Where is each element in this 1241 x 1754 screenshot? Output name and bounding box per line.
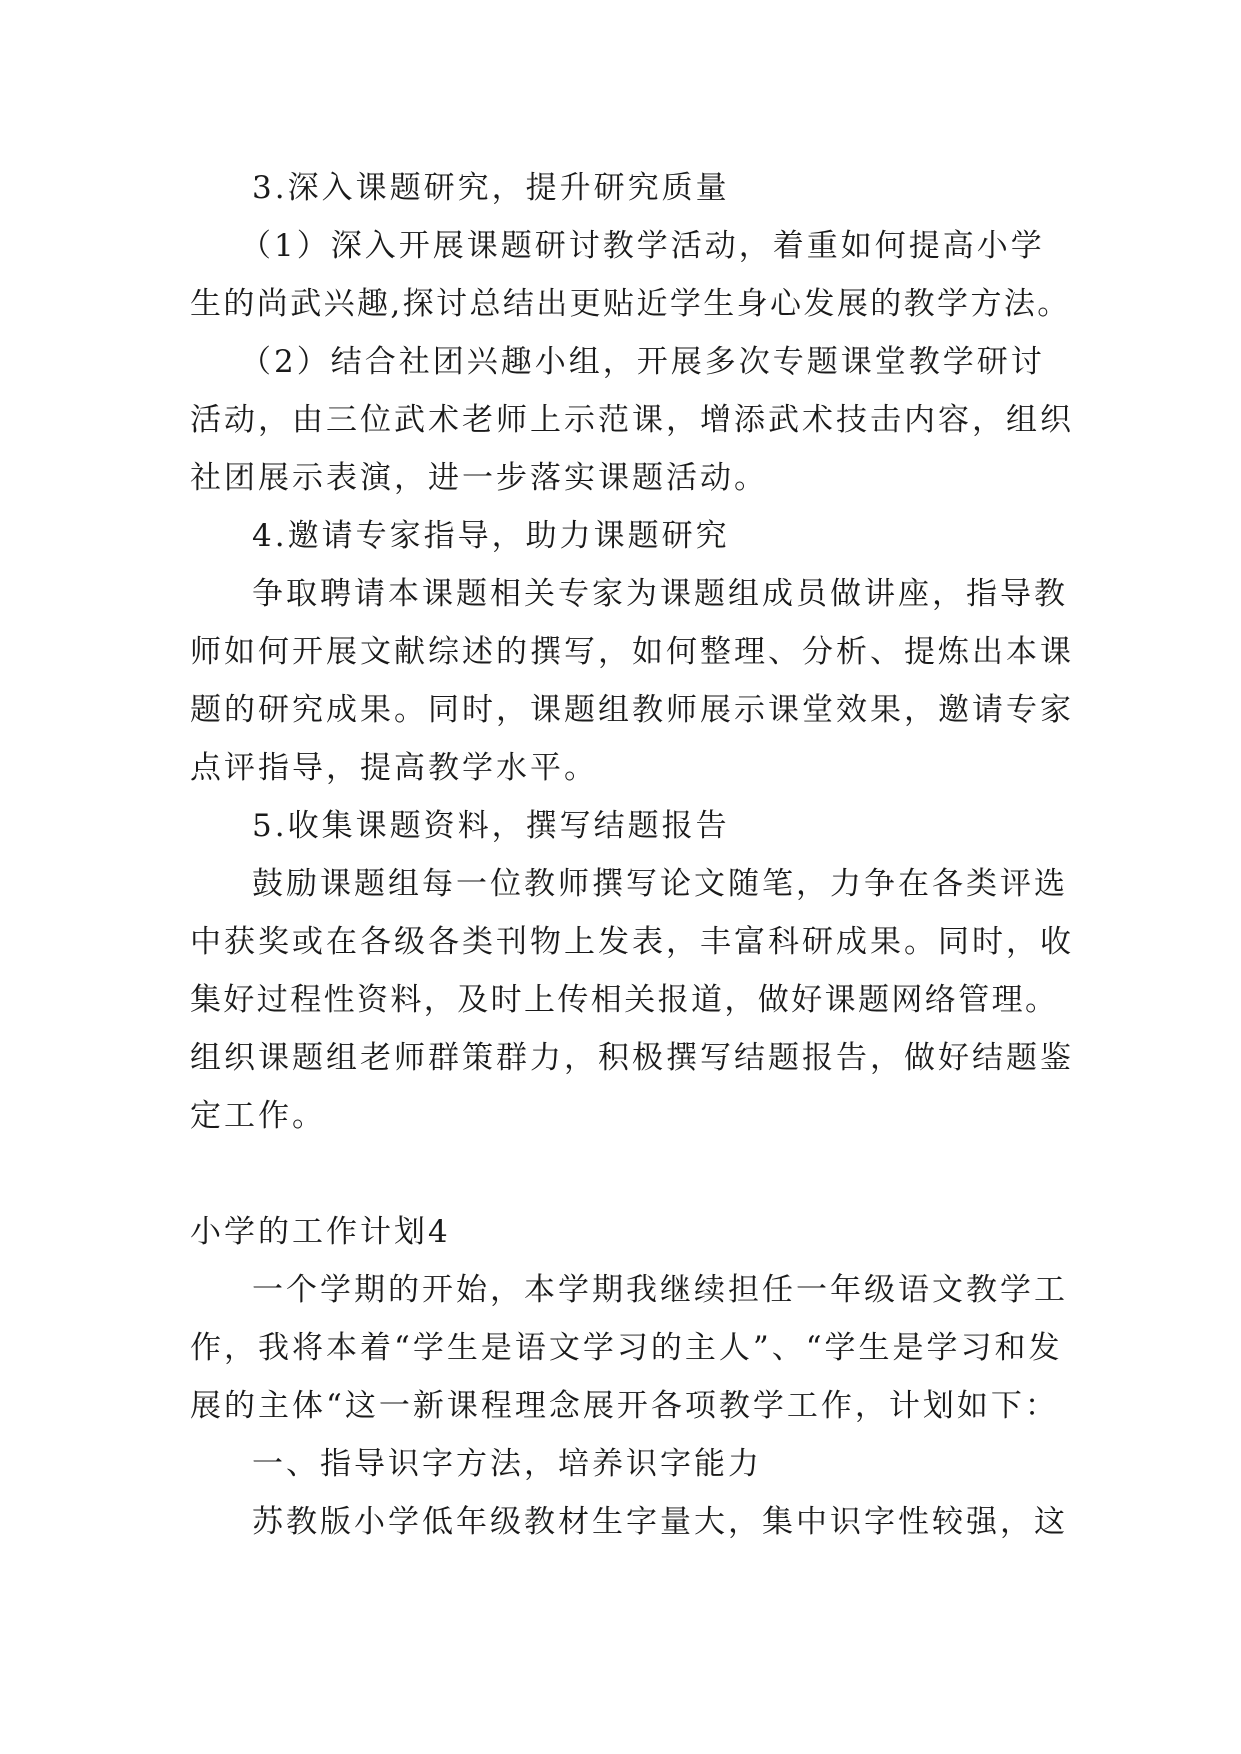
paragraph-line: 作，我将本着“学生是语文学习的主人”、“学生是学习和发: [190, 1330, 1063, 1366]
paragraph-line: （1）深入开展课题研讨教学活动，着重如何提高小学: [240, 228, 1045, 264]
section-heading-one: 一、指导识字方法，培养识字能力: [252, 1446, 762, 1482]
paragraph-line: 组织课题组老师群策群力，积极撰写结题报告，做好结题鉴: [190, 1040, 1074, 1076]
paragraph-line: 生的尚武兴趣,探讨总结出更贴近学生身心发展的教学方法。: [190, 286, 1071, 322]
section-heading-3: 3.深入课题研究，提升研究质量: [252, 170, 730, 206]
paragraph-line: 定工作。: [190, 1098, 326, 1134]
paragraph-line: 社团展示表演，进一步落实课题活动。: [190, 460, 768, 496]
paragraph-line: 争取聘请本课题相关专家为课题组成员做讲座，指导教: [252, 576, 1068, 612]
paragraph-line: 题的研究成果。同时，课题组教师展示课堂效果，邀请专家: [190, 692, 1074, 728]
section-heading-5: 5.收集课题资料，撰写结题报告: [252, 808, 730, 844]
paragraph-line: 一个学期的开始，本学期我继续担任一年级语文教学工: [252, 1272, 1068, 1308]
paragraph-line: 苏教版小学低年级教材生字量大，集中识字性较强，这: [252, 1504, 1068, 1540]
paragraph-line: 点评指导，提高教学水平。: [190, 750, 598, 786]
paragraph-line: 鼓励课题组每一位教师撰写论文随笔，力争在各类评选: [252, 866, 1068, 902]
paragraph-line: 集好过程性资料，及时上传相关报道，做好课题网络管理。: [190, 982, 1059, 1018]
paragraph-line: 中获奖或在各级各类刊物上发表，丰富科研成果。同时，收: [190, 924, 1074, 960]
document-title: 小学的工作计划4: [190, 1214, 451, 1250]
paragraph-line: 师如何开展文献综述的撰写，如何整理、分析、提炼出本课: [190, 634, 1074, 670]
paragraph-line: 活动，由三位武术老师上示范课，增添武术技击内容，组织: [190, 402, 1074, 438]
paragraph-line: 展的主体“这一新课程理念展开各项教学工作，计划如下：: [190, 1388, 1059, 1424]
section-heading-4: 4.邀请专家指导，助力课题研究: [252, 518, 730, 554]
paragraph-line: （2）结合社团兴趣小组，开展多次专题课堂教学研讨: [240, 344, 1045, 380]
